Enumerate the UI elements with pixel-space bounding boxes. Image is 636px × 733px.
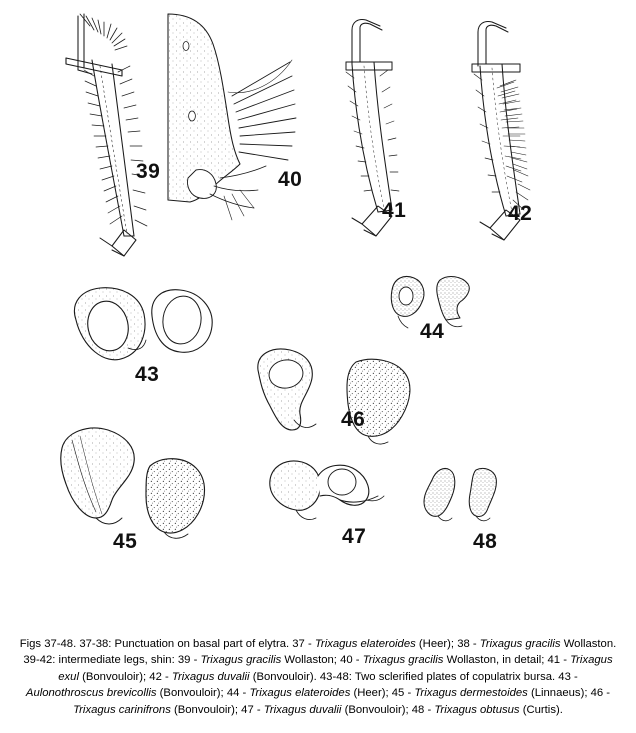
caption-text: (Bonvouloir). 43-48: Two sclerified plates of copulatrix bursa. 43 - <box>249 670 578 683</box>
fig-label-46: 46 <box>341 408 366 431</box>
caption-text: (Curtis). <box>519 703 563 716</box>
fig-46-drawing <box>258 349 410 444</box>
species-name: Trixagus carinifrons <box>73 703 171 716</box>
fig-47-drawing <box>270 461 384 520</box>
fig-label-39: 39 <box>136 160 161 183</box>
caption-text: (Bonvouloir); 44 - <box>156 687 250 700</box>
fig-48-drawing <box>424 468 496 520</box>
fig-39-drawing <box>66 14 147 256</box>
species-name: Trixagus elateroides <box>314 638 416 650</box>
caption-text: Figs 37-48. 37-38: Punctuation on basal part of elytra. 37 - <box>19 638 315 650</box>
species-name: Trixagus gracilis <box>479 638 561 650</box>
caption-text: (Bonvouloir); 48 - <box>341 703 435 716</box>
fig-label-47: 47 <box>342 525 367 548</box>
species-name: Trixagus dermestoides <box>414 687 528 700</box>
caption-text: Wollaston, in detail; 41 - <box>443 654 571 667</box>
caption-text: (Linnaeus); 46 - <box>527 687 611 700</box>
species-name: Trixagus gracilis <box>362 654 444 667</box>
fig-label-43: 43 <box>135 363 160 386</box>
caption-text: Wollaston; 40 - <box>281 654 363 667</box>
fig-label-44: 44 <box>420 320 445 343</box>
caption-text: (Bonvouloir); 42 - <box>78 670 172 683</box>
caption-text: (Bonvouloir); 47 - <box>170 703 264 716</box>
fig-label-40: 40 <box>278 168 303 191</box>
caption-text: Wollaston. 39-42: intermediate legs, shin: 39 - <box>23 638 617 667</box>
fig-40-drawing <box>168 14 296 220</box>
fig-label-48: 48 <box>473 530 498 553</box>
fig-label-41: 41 <box>382 199 407 222</box>
caption-text: (Heer); 45 - <box>350 687 415 700</box>
species-name: Trixagus duvalii <box>171 670 250 683</box>
fig-label-45: 45 <box>113 530 138 553</box>
species-name: Trixagus exul <box>58 654 613 683</box>
species-name: Trixagus elateroides <box>249 687 351 700</box>
species-name: Aulonothroscus brevicollis <box>25 687 157 700</box>
species-name: Trixagus gracilis <box>200 654 282 667</box>
species-name: Trixagus obtusus <box>434 703 520 716</box>
species-name: Trixagus duvalii <box>263 703 342 716</box>
fig-label-42: 42 <box>508 202 533 225</box>
figure-caption <box>18 636 618 718</box>
caption-text: (Heer); 38 - <box>415 638 480 650</box>
fig-45-drawing <box>61 428 205 538</box>
fig-43-drawing <box>74 288 212 360</box>
